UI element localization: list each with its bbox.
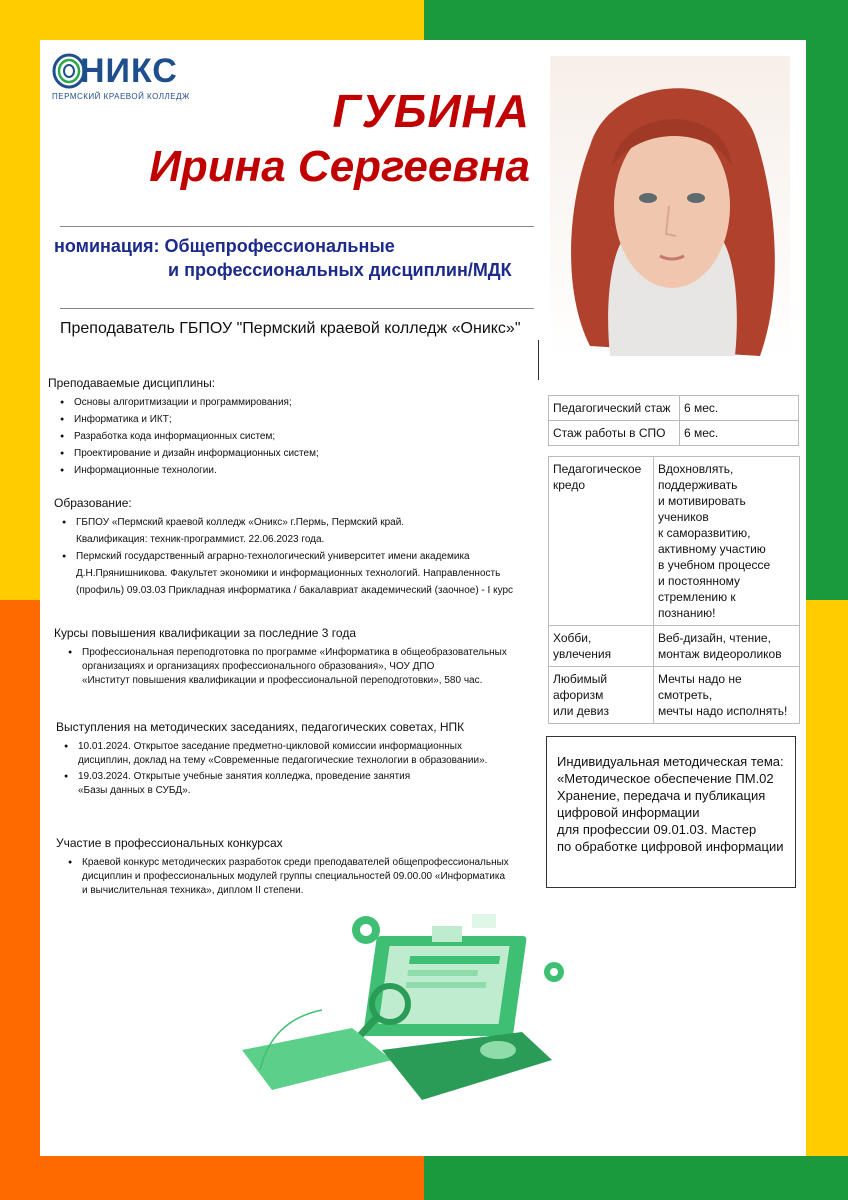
table-row <box>549 457 800 626</box>
divider-top <box>60 226 534 227</box>
gear-icon <box>544 962 564 982</box>
education-section <box>54 496 544 599</box>
talk-item: ● 10.01.2024. Открытое заседание предметно-цикловой комиссии информационных дисциплин, доклад на тему «Современные педагогические технологии в образовании». <box>78 740 546 768</box>
motto-label: Любимый афоризм или девиз <box>549 667 654 724</box>
contest-item: ● Краевой конкурс методических разработок среди преподавателей общепрофессиональных дисциплин и профессиональных модулей группы специальностей 09.00.00 «Информатика и вычислительная техника», диплом II степени. <box>82 856 546 898</box>
creed-label: Педагогическое кредо <box>549 457 654 626</box>
table-row <box>549 421 799 446</box>
nomination-line-1: номинация: Общепрофессиональные <box>54 236 395 256</box>
creed-value: Вдохновлять, поддерживать и мотивировать учеников к саморазвитию, активному участию в учебном процессе и постоянному стремлению к познанию! <box>654 457 800 626</box>
frame-left-orange <box>0 600 40 1200</box>
computer-illustration <box>232 900 592 1110</box>
teacher-photo <box>550 56 790 360</box>
profile-table <box>548 456 800 724</box>
disciplines-section <box>48 376 319 479</box>
table-row <box>549 396 799 421</box>
motto-value: Мечты надо не смотреть, мечты надо исполнять! <box>654 667 800 724</box>
nomination <box>54 234 534 282</box>
teacher-surname: ГУБИНА <box>332 85 530 137</box>
talks-section <box>56 720 546 800</box>
discipline-item: ● Информационные технологии. <box>74 462 319 479</box>
table-row <box>549 626 800 667</box>
ped-experience-value: 6 мес. <box>680 396 799 421</box>
teacher-given-name: Ирина Сергеевна <box>149 142 530 191</box>
college-logo <box>52 52 202 104</box>
logo-tagline: ПЕРМСКИЙ КРАЕВОЙ КОЛЛЕДЖ <box>52 92 190 101</box>
vertical-rule <box>538 340 539 380</box>
contests-title: Участие в профессиональных конкурсах <box>56 836 283 850</box>
frame-top-yellow <box>0 0 424 40</box>
disciplines-title: Преподаваемые дисциплины: <box>48 376 216 390</box>
hobby-value: Веб-дизайн, чтение, монтаж видеороликов <box>654 626 800 667</box>
talk-item: ● 19.03.2024. Открытые учебные занятия колледжа, проведение занятия «Базы данных в СУБД». <box>78 770 546 798</box>
spo-experience-value: 6 мес. <box>680 421 799 446</box>
frame-right-yellow <box>806 600 848 1200</box>
frame-bottom-orange <box>0 1156 424 1200</box>
discipline-item: ● Информатика и ИКТ; <box>74 411 319 428</box>
nomination-line-2: и профессиональных дисциплин/МДК <box>168 260 512 280</box>
frame-right-green <box>806 0 848 600</box>
teacher-position: Преподаватель ГБПОУ "Пермский краевой колледж «Оникс»" <box>60 320 521 337</box>
discipline-item: ● Проектирование и дизайн информационных систем; <box>74 445 319 462</box>
education-title: Образование: <box>54 496 132 510</box>
frame-top-green <box>424 0 848 40</box>
spo-experience-label: Стаж работы в СПО <box>549 421 680 446</box>
discipline-item: ● Основы алгоритмизации и программирования; <box>74 394 319 411</box>
hobby-label: Хобби, увлечения <box>549 626 654 667</box>
courses-title: Курсы повышения квалификации за последние 3 года <box>54 626 357 640</box>
logo-word: НИКС <box>80 52 178 90</box>
education-item: ● Пермский государственный аграрно-технологический университет имени академика Д.Н.Прянишникова. Факультет экономики и информационных технологий. Направленность (профиль) 09.03.03 Прикладная информатика / бакалавриат академический (заочное) - I курс <box>76 548 544 599</box>
course-item: ● Профессиональная переподготовка по программе «Информатика в общеобразовательных организациях и организациях профессионального образования», ЧОУ ДПО «Институт повышения квалификации и профессиональной переподготовки», 580 час. <box>82 646 544 688</box>
discipline-item: ● Разработка кода информационных систем; <box>74 428 319 445</box>
table-row <box>549 667 800 724</box>
frame-left-yellow <box>0 0 40 600</box>
gear-icon <box>352 916 380 944</box>
methodical-theme-box: Индивидуальная методическая тема: «Методическое обеспечение ПМ.02 Хранение, передача и публикация цифровой информации для профессии 09.01.03. Мастер по обработке цифровой информации <box>546 736 796 888</box>
experience-table <box>548 395 799 446</box>
courses-section <box>54 626 544 690</box>
contests-section <box>56 836 546 900</box>
education-item: ● ГБПОУ «Пермский краевой колледж «Оникс» г.Пермь, Пермский край. Квалификация: техник-программист. 22.06.2023 года. <box>76 514 544 548</box>
frame-bottom-green <box>424 1156 848 1200</box>
divider-bottom <box>60 308 534 309</box>
talks-title: Выступления на методических заседаниях, педагогических советах, НПК <box>56 720 465 734</box>
ped-experience-label: Педагогический стаж <box>549 396 680 421</box>
